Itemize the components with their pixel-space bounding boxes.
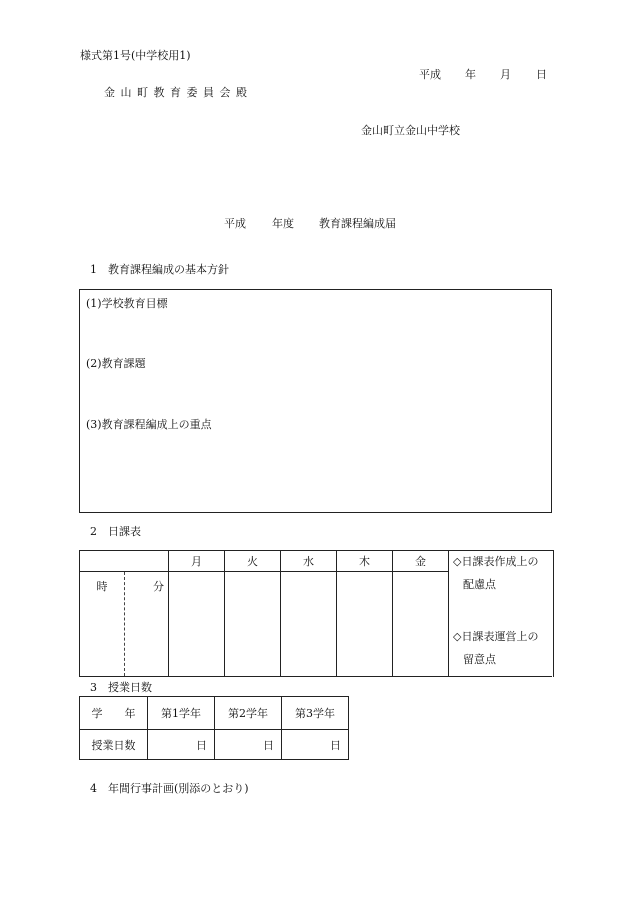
section4-heading: 4 年間行事計画(別添のとおり) [90, 782, 249, 795]
note2-line2: 留意点 [463, 653, 496, 666]
title-era: 平成 [224, 217, 246, 230]
section1-heading: 1 教育課程編成の基本方針 [90, 263, 229, 276]
day-unit: 日 [330, 738, 341, 752]
time-hour-column[interactable] [80, 572, 125, 677]
note1-line2: 配慮点 [463, 578, 496, 591]
addressee: 金 山 町 教 育 委 員 会 殿 [104, 86, 248, 99]
grade-header: 学 年 [80, 697, 148, 730]
day-header: 木 [337, 551, 393, 572]
date-year: 年 [465, 68, 476, 81]
note2-line1: ◇日課表運営上の [453, 630, 539, 643]
day-unit: 日 [196, 738, 207, 752]
date-month: 月 [500, 68, 511, 81]
title-year: 年度 [272, 217, 294, 230]
note1-line1: ◇日課表作成上の [453, 555, 539, 568]
section2-heading: 2 日課表 [90, 525, 141, 538]
form-number: 様式第1号(中学校用1) [80, 49, 191, 62]
day-unit: 日 [263, 738, 274, 752]
day-header: 金 [393, 551, 449, 572]
grade-col-header: 第1学年 [148, 697, 215, 730]
class-days-cell[interactable] [282, 730, 349, 760]
notes-bottom-border [447, 676, 552, 677]
policy-item-3: (3)教育課程編成上の重点 [86, 418, 212, 431]
date-day: 日 [536, 68, 547, 81]
grade-col-header: 第2学年 [215, 697, 282, 730]
class-days-label: 授業日数 [80, 730, 148, 760]
class-days-cell[interactable] [215, 730, 282, 760]
day-header: 水 [281, 551, 337, 572]
daily-schedule-table [79, 550, 554, 677]
grade-col-header: 第3学年 [282, 697, 349, 730]
day-cell[interactable] [281, 572, 337, 677]
day-header: 火 [225, 551, 281, 572]
day-cell[interactable] [337, 572, 393, 677]
policy-item-2: (2)教育課題 [86, 357, 146, 370]
day-header: 月 [169, 551, 225, 572]
schedule-notes-cell[interactable] [449, 551, 554, 677]
class-days-cell[interactable] [148, 730, 215, 760]
day-cell[interactable] [225, 572, 281, 677]
day-cell[interactable] [169, 572, 225, 677]
class-days-table [79, 696, 349, 760]
day-cell[interactable] [393, 572, 449, 677]
policy-box[interactable] [79, 289, 552, 513]
policy-item-1: (1)学校教育目標 [86, 297, 168, 310]
school-name: 金山町立金山中学校 [361, 124, 460, 137]
title-name: 教育課程編成届 [319, 217, 396, 230]
time-minute-column[interactable] [125, 572, 169, 677]
hour-label: 時 [96, 580, 108, 593]
minute-label: 分 [153, 580, 164, 593]
schedule-corner-cell [80, 551, 169, 572]
section3-heading: 3 授業日数 [90, 681, 152, 694]
date-era: 平成 [419, 68, 441, 81]
